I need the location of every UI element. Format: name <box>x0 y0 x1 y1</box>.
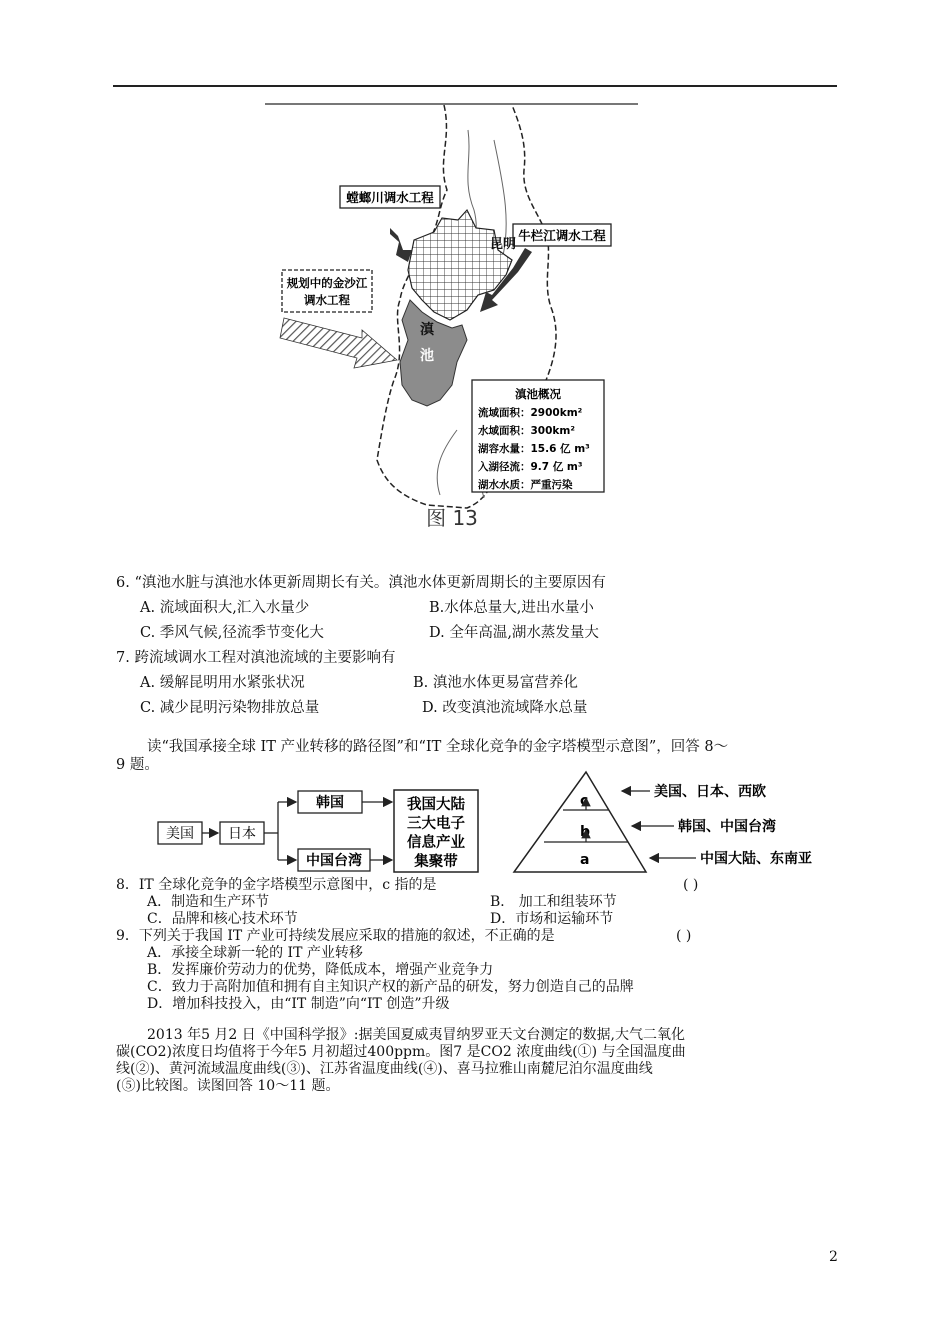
it-transfer-path-diagram <box>150 778 490 878</box>
flow-japan: 日本 <box>228 826 256 842</box>
overview-row-4: 入湖径流：9.7 亿 m³ <box>478 461 583 473</box>
pyramid-label-top: 美国、日本、西欧 <box>654 784 766 800</box>
q6-option-c: C. 季风气候,径流季节变化大 <box>140 625 324 641</box>
dianchi-map-figure <box>262 100 642 530</box>
overview-row-3: 湖容水量：15.6 亿 m³ <box>478 443 590 455</box>
intro-10-11-line-2: 碳(CO2)浓度日均值将于今年5 月初超过400ppm。图7 是CO2 浓度曲线(①) 与全国温度曲 <box>116 1044 686 1060</box>
flow-korea: 韩国 <box>316 795 344 811</box>
pyramid-level-b: b <box>580 824 591 840</box>
intro-10-11-line-3: 线(②)、黄河流域温度曲线(③)、江苏省温度曲线(④)、喜马拉雅山南麓尼泊尔温度曲线 <box>116 1061 653 1077</box>
header-rule <box>113 85 837 87</box>
flow-dest-line-2: 三大电子 <box>407 816 465 832</box>
pyramid-label-bottom: 中国大陆、东南亚 <box>700 851 812 867</box>
q8-answer-paren: ( ) <box>683 877 699 893</box>
label-kunming: 昆明 <box>490 237 517 252</box>
q6-stem: 6. “滇池水脏与滇池水体更新周期长有关。滇池水体更新周期长的主要原因有 <box>116 575 606 591</box>
q8-stem: 8．IT 全球化竞争的金字塔模型示意图中，c 指的是 <box>116 877 437 893</box>
arrow-west <box>390 228 412 262</box>
label-chi: 池 <box>420 348 434 364</box>
q9-option-a: A．承接全球新一轮的 IT 产业转移 <box>147 945 363 961</box>
q8-option-c: C．品牌和核心技术环节 <box>147 911 298 927</box>
overview-row-2: 水域面积：300km² <box>478 425 575 437</box>
pyramid-label-middle: 韩国、中国台湾 <box>678 819 776 835</box>
label-tanglangchuan: 螳螂川调水工程 <box>346 190 434 205</box>
arrow-planned <box>280 318 397 368</box>
flow-dest-line-1: 我国大陆 <box>407 797 465 813</box>
kunming-urban-area <box>408 210 512 320</box>
q9-answer-paren: ( ) <box>676 928 692 944</box>
intro-8-9-line-2: 9 题。 <box>116 757 159 773</box>
q7-stem: 7. 跨流域调水工程对滇池流域的主要影响有 <box>116 650 396 666</box>
label-jinshajiang-1: 规划中的金沙江 <box>286 276 368 290</box>
label-dian: 滇 <box>420 322 434 338</box>
intro-8-9-line-1: 读“我国承接全球 IT 产业转移的路径图”和“IT 全球化竞争的金字塔模型示意图”，回答 8～ <box>147 739 729 755</box>
q8-option-b: B． 加工和组装环节 <box>490 894 617 910</box>
flow-taiwan: 中国台湾 <box>306 853 362 869</box>
q9-option-d: D．增加科技投入，由“IT 制造”向“IT 创造”升级 <box>147 996 450 1012</box>
intro-10-11-line-1: 2013 年5 月2 日《中国科学报》:据美国夏威夷冒纳罗亚天文台测定的数据,大气二氧化 <box>147 1027 685 1043</box>
q9-stem: 9．下列关于我国 IT 产业可持续发展应采取的措施的叙述，不正确的是 <box>116 928 555 944</box>
q8-option-a: A．制造和生产环节 <box>147 894 270 910</box>
q6-option-b: B.水体总量大,进出水量小 <box>429 600 594 616</box>
pyramid-level-a: a <box>580 852 590 868</box>
flow-usa: 美国 <box>166 826 194 842</box>
overview-row-1: 流域面积：2900km² <box>478 407 583 419</box>
page-number: 2 <box>829 1249 838 1265</box>
map-caption: 图 13 <box>426 506 478 530</box>
label-jinshajiang-2: 调水工程 <box>304 293 350 307</box>
flow-dest-line-3: 信息产业 <box>407 835 465 851</box>
q6-option-a: A. 流域面积大,汇入水量少 <box>140 600 310 616</box>
intro-10-11-line-4: (⑤)比较图。读图回答 10～11 题。 <box>116 1078 340 1094</box>
q7-option-b: B. 滇池水体更易富营养化 <box>413 675 578 691</box>
q7-option-a: A. 缓解昆明用水紧张状况 <box>140 675 305 691</box>
q7-option-c: C. 减少昆明污染物排放总量 <box>140 700 320 716</box>
q7-option-d: D. 改变滇池流域降水总量 <box>422 700 588 716</box>
it-pyramid-model <box>508 768 838 880</box>
q6-option-d: D. 全年高温,湖水蒸发量大 <box>429 625 599 641</box>
pyramid-level-c: c <box>580 793 589 809</box>
q8-option-d: D．市场和运输环节 <box>490 911 614 927</box>
flow-dest-line-4: 集聚带 <box>414 854 458 870</box>
q9-option-b: B．发挥廉价劳动力的优势，降低成本，增强产业竞争力 <box>147 962 494 978</box>
overview-row-5: 湖水水质：严重污染 <box>478 479 573 491</box>
overview-title: 滇池概况 <box>515 387 561 401</box>
label-niulanjiang: 牛栏江调水工程 <box>518 228 606 243</box>
q9-option-c: C．致力于高附加值和拥有自主知识产权的新产品的研发，努力创造自己的品牌 <box>147 979 634 995</box>
